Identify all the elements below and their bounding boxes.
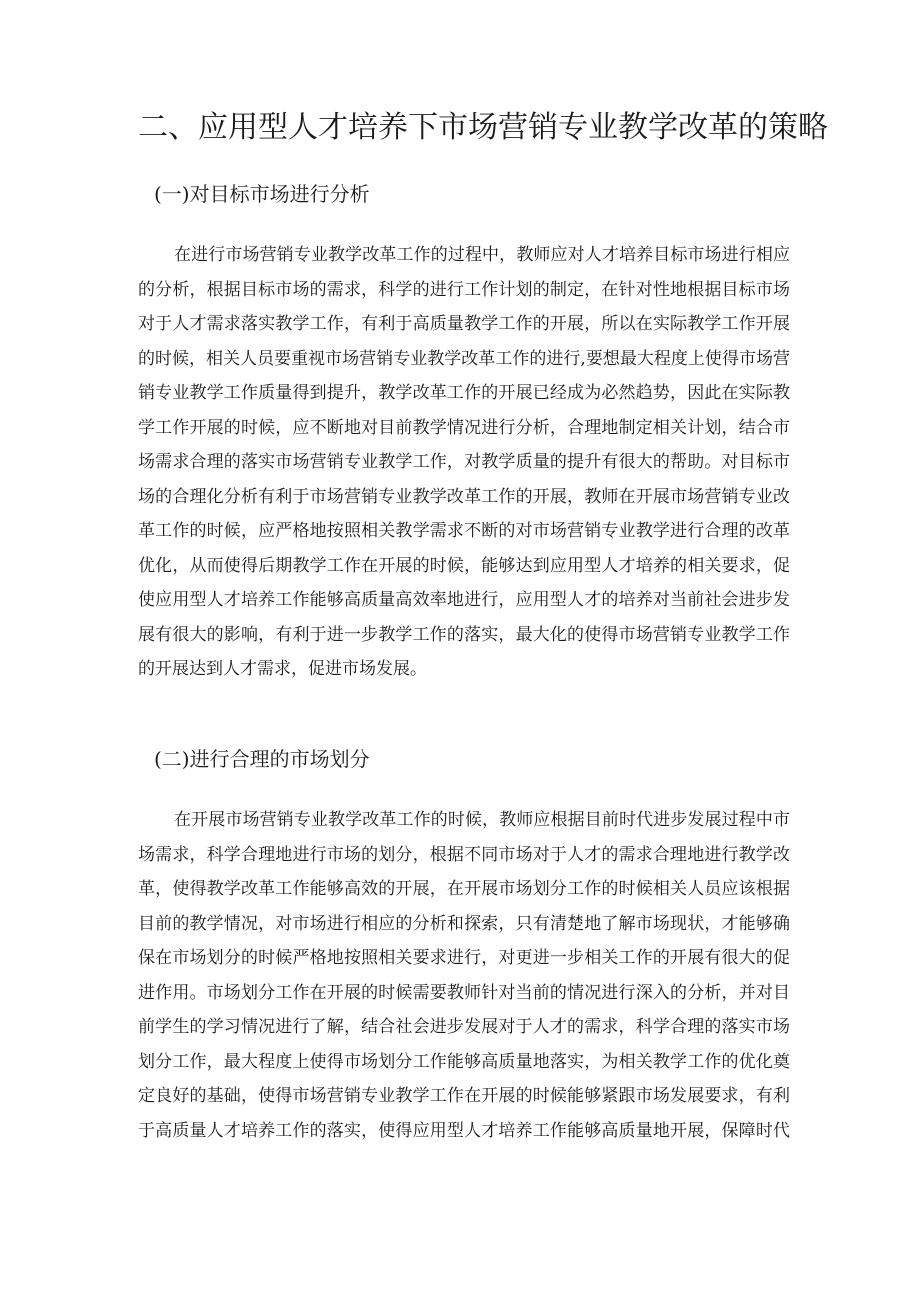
paragraph-line: 场需求，科学合理地进行市场的划分，根据不同市场对于人才的需求合理地进行教学改 (138, 844, 790, 865)
section-1-paragraph (138, 238, 790, 687)
paragraph-line: 定良好的基础，使得市场营销专业教学工作在开展的时候能够紧跟市场发展要求，有利 (138, 1086, 790, 1106)
paragraph-line: 场的合理化分析有利于市场营销专业教学改革工作的开展，教师在开展市场营销专业改 (138, 486, 790, 507)
paragraph-line: 前学生的学习情况进行了解，结合社会进步发展对于人才的需求，科学合理的落实市场 (138, 1017, 790, 1037)
paragraph-line: 场需求合理的落实市场营销专业教学工作，对教学质量的提升有很大的帮助。对目标市 (138, 452, 790, 472)
paragraph-line: 对于人才需求落实教学工作，有利于高质量教学工作的开展，所以在实际教学工作开展 (138, 314, 790, 334)
paragraph-line: 展有很大的影响，有利于进一步教学工作的落实，最大化的使得市场营销专业教学工作 (138, 624, 790, 645)
paragraph-line: 学工作开展的时候，应不断地对目前教学情况进行分析，合理地制定相关计划，结合市 (138, 417, 790, 438)
paragraph-line: 于高质量人才培养工作的落实，使得应用型人才培养工作能够高质量地开展，保障时代 (138, 1120, 790, 1141)
paragraph-line: 使应用型人才培养工作能够高质量高效率地进行，应用型人才的培养对当前社会进步发 (138, 590, 790, 610)
paragraph-line: 的时候，相关人员要重视市场营销专业教学改革工作的进行,要想最大程度上使得市场营 (138, 348, 790, 369)
paragraph-line: 的分析，根据目标市场的需求，科学的进行工作计划的制定，在针对性地根据目标市场 (138, 279, 790, 300)
section-2-paragraph (138, 803, 790, 1148)
paragraph-line: 目前的教学情况，对市场进行相应的分析和探索，只有清楚地了解市场现状，才能够确 (138, 913, 790, 934)
paragraph-line: 销专业教学工作质量得到提升，教学改革工作的开展已经成为必然趋势，因此在实际教 (138, 383, 790, 403)
paragraph-line: 革，使得教学改革工作能够高效的开展，在开展市场划分工作的时候相关人员应该根据 (138, 879, 790, 899)
paragraph-line: 进作用。市场划分工作在开展的时候需要教师针对当前的情况进行深入的分析，并对目 (138, 982, 790, 1003)
paragraph-line: 革工作的时候，应严格地按照相关教学需求不断的对市场营销专业教学进行合理的改革 (138, 521, 790, 541)
paragraph-line: 保在市场划分的时候严格地按照相关要求进行，对更进一步相关工作的开展有很大的促 (138, 948, 790, 968)
paragraph-line: 优化，从而使得后期教学工作在开展的时候，能够达到应用型人才培养的相关要求，促 (138, 555, 790, 576)
paragraph-line: 在进行市场营销专业教学改革工作的过程中，教师应对人才培养目标市场进行相应 (174, 245, 790, 265)
section-heading-2: (二)进行合理的市场划分 (154, 747, 370, 771)
paragraph-line: 在开展市场营销专业教学改革工作的时候，教师应根据目前时代进步发展过程中市 (174, 810, 790, 830)
paragraph-line: 划分工作，最大程度上使得市场划分工作能够高质量地落实，为相关教学工作的优化奠 (138, 1051, 790, 1072)
paragraph-line: 的开展达到人才需求，促进市场发展。 (138, 659, 427, 679)
section-heading-1: (一)对目标市场进行分析 (154, 182, 370, 206)
document-title: 二、应用型人才培养下市场营销专业教学改革的策略 (138, 110, 828, 145)
